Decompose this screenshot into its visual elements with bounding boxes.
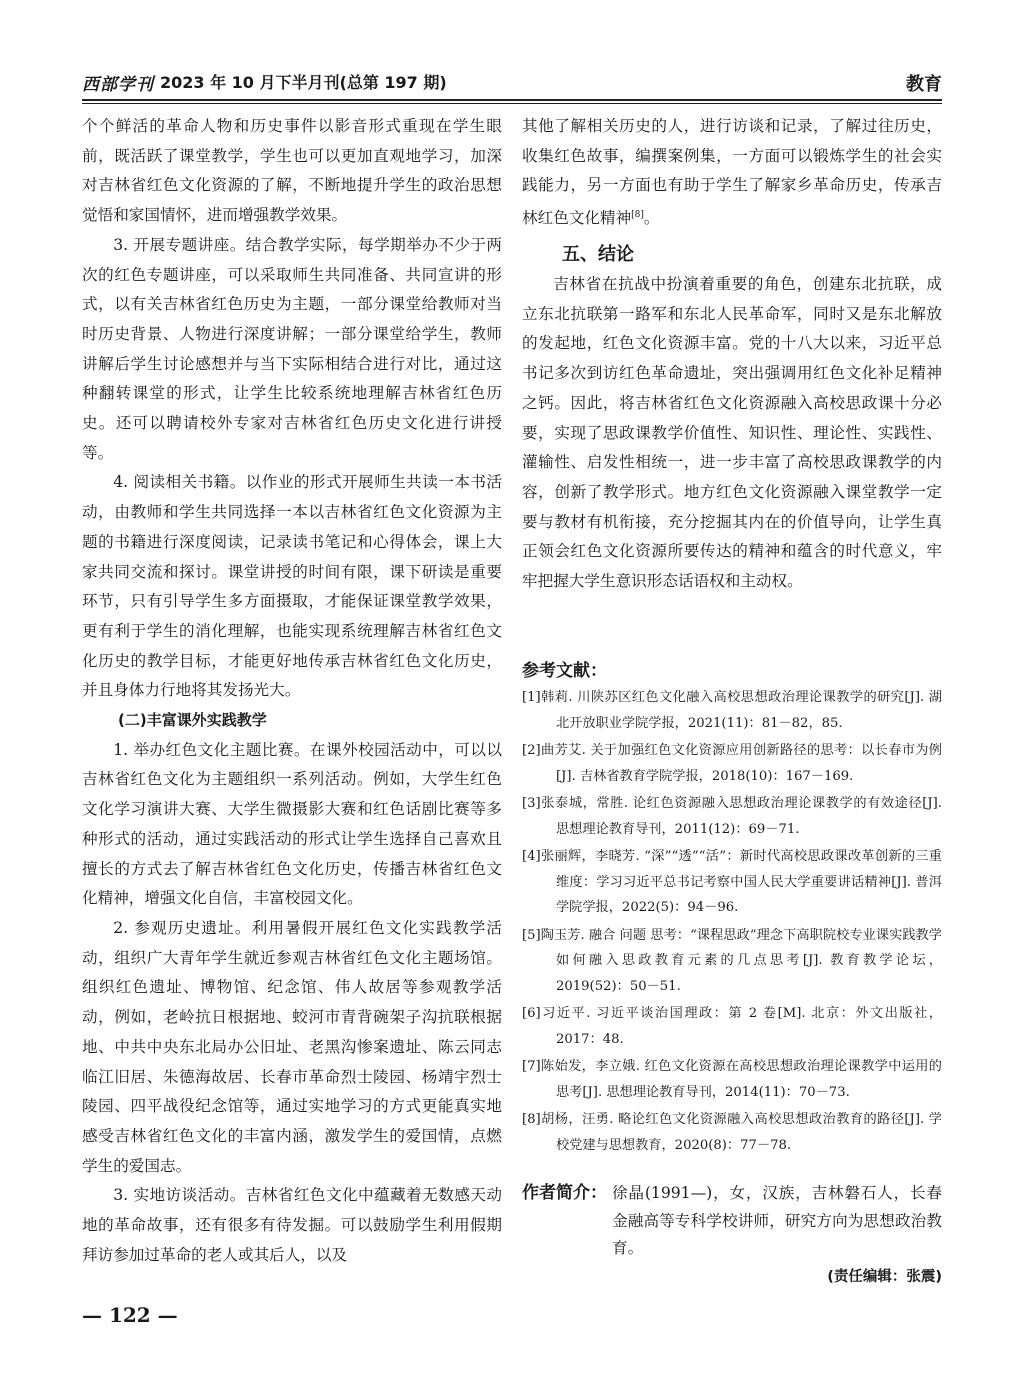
paragraph: 1. 举办红色文化主题比赛。在课外校园活动中，可以以吉林省红色文化为主题组织一系列活动。例如，大学生红色文化学习演讲大赛、大学生微摄影大赛和红色话剧比赛等多种形式的活动，通过实践活动的形式让学生选择自己喜欢且擅长的方式去了解吉林省红色文化历史，传播吉林省红色文化精神，增强文化自信，丰富校园文化。 [82, 740, 502, 908]
editor-credit: (责任编辑：张震) [827, 1269, 942, 1285]
section-heading: 五、结论 [562, 244, 634, 265]
left-column [82, 112, 502, 1270]
reference-item: [4]张丽辉，李晓芳. “深”“透”“活”：新时代高校思政课改革创新的三重维度：学习习近平总书记考察中国人民大学重要讲话精神[J]. 普洱学院学报，2022(5)：94－96. [522, 849, 942, 915]
paragraph-end: 。 [643, 209, 660, 228]
reference-item: [2]曲芳艾. 关于加强红色文化资源应用创新路径的思考：以长春市为例[J]. 吉林省教育学院学报，2018(10)：167－169. [522, 743, 942, 784]
author-text: 徐晶(1991—)，女，汉族，吉林磐石人，长春金融高等专科学校讲师，研究方向为思想政治教育。 [612, 1184, 942, 1257]
paragraph: 3. 开展专题讲座。结合教学实际，每学期举办不少于两次的红色专题讲座，可以采取师生共同准备、共同宣讲的形式，以有关吉林省红色历史为主题，一部分课堂给教师对当时历史背景、人物进行深度讲解；一部分课堂给学生，教师讲解后学生讨论感想并与当下实际相结合进行对比，通过这种翻转课堂的形式，让学生比较系统地理解吉林省红色历史。还可以聘请校外专家对吉林省红色历史文化进行讲授等。 [82, 235, 502, 462]
paragraph: 3. 实地访谈活动。吉林省红色文化中蕴藏着无数感天动地的革命故事，还有很多有待发掘。可以鼓励学生利用假期拜访参加过革命的老人或其后人，以及 [82, 1186, 502, 1264]
section-name: 教育 [906, 74, 942, 95]
author-label: 作者简介： [522, 1183, 607, 1203]
references-title: 参考文献： [522, 661, 607, 681]
paragraph [522, 112, 942, 234]
author-bio [522, 1180, 942, 1263]
paragraph: 2. 参观历史遗址。利用暑假开展红色文化实践教学活动，组织广大青年学生就近参观吉林省红色文化主题场馆。组织红色遗址、博物馆、纪念馆、伟人故居等参观教学活动，例如，老岭抗日根据地、蛟河市青背碗架子沟抗联根据地、中共中央东北局办公旧址、老黑沟惨案遗址、陈云同志临江旧居、朱德海故居、长春市革命烈士陵园、杨靖宇烈士陵园、四平战役纪念馆等，通过实地学习的方式更能真实地感受吉林省红色文化的丰富内涵，激发学生的爱国情，点燃学生的爱国志。 [82, 918, 502, 1175]
reference-item: [1]韩莉. 川陕苏区红色文化融入高校思想政治理论课教学的研究[J]. 湖北开放职业学院学报，2021(11)：81－82，85. [522, 690, 942, 731]
reference-item: [7]陈始发，李立娥. 红色文化资源在高校思想政治理论课教学中运用的思考[J]. 思想理论教育导刊，2014(11)：70－73. [522, 1059, 942, 1100]
reference-item: [5]陶玉芳. 融合 问题 思考：“课程思政”理念下高职院校专业课实践教学如何融入思政教育元素的几点思考[J]. 教育教学论坛，2019(52)：50－51. [522, 927, 942, 994]
paragraph-text: 其他了解相关历史的人，进行访谈和记录，了解过往历史，收集红色故事，编撰案例集，一方面可以锻炼学生的社会实践能力，另一方面也有助于学生了解家乡革命历史，传承吉林红色文化精神 [522, 117, 942, 228]
journal-logo: 西部学刊 [82, 75, 154, 95]
page-header [82, 66, 942, 98]
paragraph: 4. 阅读相关书籍。以作业的形式开展师生共读一本书活动，由教师和学生共同选择一本以吉林省红色文化资源为主题的书籍进行深度阅读，记录读书笔记和心得体会，课上大家共同交流和探讨。课堂讲授的时间有限，课下研读是重要环节，只有引导学生多方面摄取，才能保证课堂教学效果，更有利于学生的消化理解，也能实现系统理解吉林省红色文化历史的教学目标，才能更好地传承吉林省红色文化历史，并且身体力行地将其发扬光大。 [82, 473, 502, 700]
subsection-heading: (二)丰富课外实践教学 [118, 711, 267, 730]
reference-item: [3]张泰城，常胜. 论红色资源融入思想政治理论课教学的有效途径[J]. 思想理论教育导刊，2011(12)：69－71. [522, 796, 942, 837]
reference-item: [8]胡杨，汪勇. 略论红色文化资源融入高校思想政治教育的路径[J]. 学校党建与思想教育，2020(8)：77－78. [522, 1112, 942, 1153]
reference-item: [6]习近平. 习近平谈治国理政：第 2 卷[M]. 北京：外文出版社，2017：48. [522, 1006, 942, 1047]
right-column [522, 112, 942, 597]
references [522, 656, 942, 1160]
header-rule [82, 99, 942, 101]
header-rule-thin [82, 103, 942, 104]
paragraph: 个个鲜活的革命人物和历史事件以影音形式重现在学生眼前，既活跃了课堂教学，学生也可以更加直观地学习，加深对吉林省红色文化资源的了解，不断地提升学生的政治思想觉悟和家国情怀，进而增强教学效果。 [82, 117, 502, 225]
issue-info: 2023 年 10 月下半月刊(总第 197 期) [160, 73, 447, 92]
citation-mark: [8] [631, 210, 644, 221]
conclusion-paragraph: 吉林省在抗战中扮演着重要的角色，创建东北抗联，成立东北抗联第一路军和东北人民革命军，同时又是东北解放的发起地，红色文化资源丰富。党的十八大以来，习近平总书记多次到访红色革命遗址，突出强调用红色文化补足精神之钙。因此，将吉林省红色文化资源融入高校思政课十分必要，实现了思政课教学价值性、知识性、理论性、实践性、灌输性、启发性相统一，进一步丰富了高校思政课教学的内容，创新了教学形式。地方红色文化资源融入课堂教学一定要与教材有机衔接，充分挖掘其内在的价值导向，让学生真正领会红色文化资源所要传达的精神和蕴含的时代意义，牢牢把握大学生意识形态话语权和主动权。 [522, 275, 942, 591]
page-number: — 122 — [82, 1303, 178, 1327]
